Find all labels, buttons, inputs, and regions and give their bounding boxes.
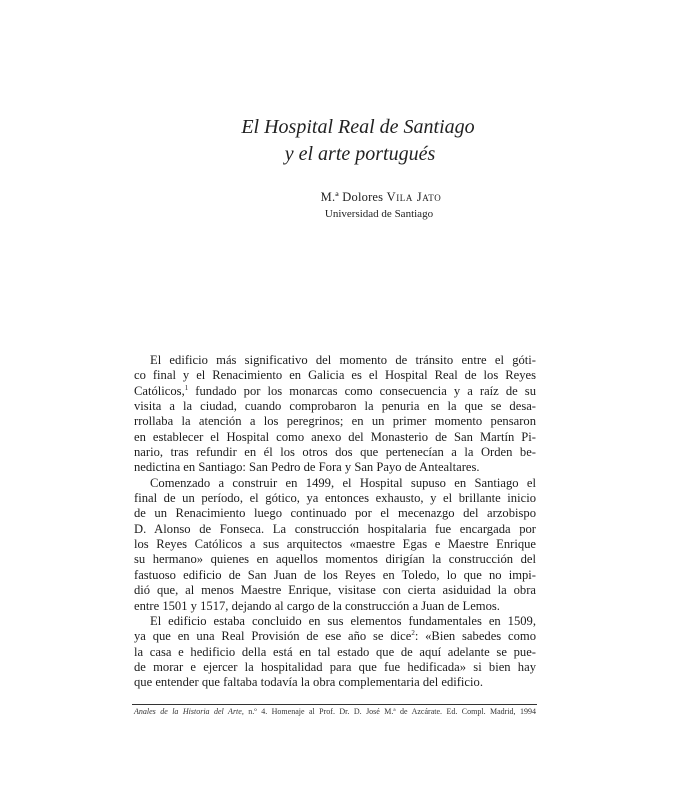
body-line: fastuoso edificio de San Juan de los Reyes en Toledo, lo que no impi-	[134, 567, 536, 582]
title-line-2: y el arte portugués	[284, 143, 436, 165]
footer-journal: Anales de la Historia del Arte	[134, 707, 242, 716]
body-line: los Reyes Católicos a sus arquitectos «maestre Egas e Maestre Enrique	[134, 537, 536, 552]
body-line: nario, tras refundir en él los otros dos que pertenecían a la Orden be-	[134, 445, 536, 460]
body-line: de morar e ejercer la hospitalidad para que fue hedificada» si bien hay	[134, 659, 536, 674]
body-line: D. Alonso de Fonseca. La construcción hospitalaria fue encargada por	[134, 521, 536, 536]
body-text-fragment: ya que en una Real Provisión de ese año se dice	[134, 629, 412, 644]
body-line	[134, 629, 536, 644]
author-block	[0, 189, 686, 223]
body-line: El edificio más significativo del momento de tránsito entre el góti-	[150, 353, 536, 367]
article-title	[0, 114, 686, 168]
body-line: de un Renacimiento luego continuado por el mecenazgo del arzobispo	[134, 506, 536, 521]
author-affiliation: Universidad de Santiago	[324, 208, 434, 220]
body-line: El edificio estaba concluido en sus elementos fundamentales en 1509,	[150, 613, 536, 628]
body-line: nedictina en Santiago: San Pedro de Fora y San Payo de Antealtares.	[134, 460, 480, 475]
body-line: final de un período, el gótico, ya entonces exhausto, y el brillante inicio	[134, 491, 536, 506]
body-text-fragment: fundado por los monarcas como consecuencia y a raíz de su	[188, 383, 536, 398]
body-text	[134, 353, 536, 691]
body-line: que entender que faltaba todavía la obra complementaria del edificio.	[134, 675, 483, 690]
footnote-ref: 2	[411, 629, 415, 638]
body-line: rrollaba la atención a los peregrinos; en un primer momento pensaron	[134, 414, 536, 429]
body-line: entre 1501 y 1517, dejando al cargo de la construcción a Juan de Lemos.	[134, 598, 500, 613]
footer-rule	[132, 704, 537, 705]
body-line: dió que, al menos Maestre Enrique, visitase con cierta asiduidad la obra	[134, 583, 536, 598]
body-line: visita a la ciudad, cuando comprobaron la penuria en la que se desa-	[134, 399, 536, 414]
footer-citation: , n.º 4. Homenaje al Prof. Dr. D. José M.ª de Azcárate. Ed. Compl. Madrid, 1994	[241, 707, 537, 716]
author-given-name: M.ª Dolores	[320, 190, 384, 204]
body-line	[134, 384, 536, 399]
author-surname: Vila Jato	[386, 190, 442, 204]
body-line: su hermano» quienes en aquellos momentos dirigían la construcción del	[134, 552, 536, 567]
body-text-fragment: Católicos,	[134, 383, 185, 398]
page-footer	[134, 707, 536, 717]
body-text-fragment: : «Bien sabedes como	[414, 629, 536, 644]
body-line: Comenzado a construir en 1499, el Hospital supuso en Santiago el	[150, 475, 536, 490]
body-line: co final y el Renacimiento en Galicia es el Hospital Real de los Reyes	[134, 368, 536, 383]
body-line: en establecer el Hospital como anexo del Monasterio de San Martín Pi-	[134, 429, 536, 444]
author-name	[0, 189, 686, 206]
footnote-ref: 1	[184, 383, 189, 392]
body-line: la casa e hedificio della está en tal estado que de aquí adelante se pue-	[134, 644, 536, 659]
title-line-1: El Hospital Real de Santiago	[241, 116, 475, 138]
